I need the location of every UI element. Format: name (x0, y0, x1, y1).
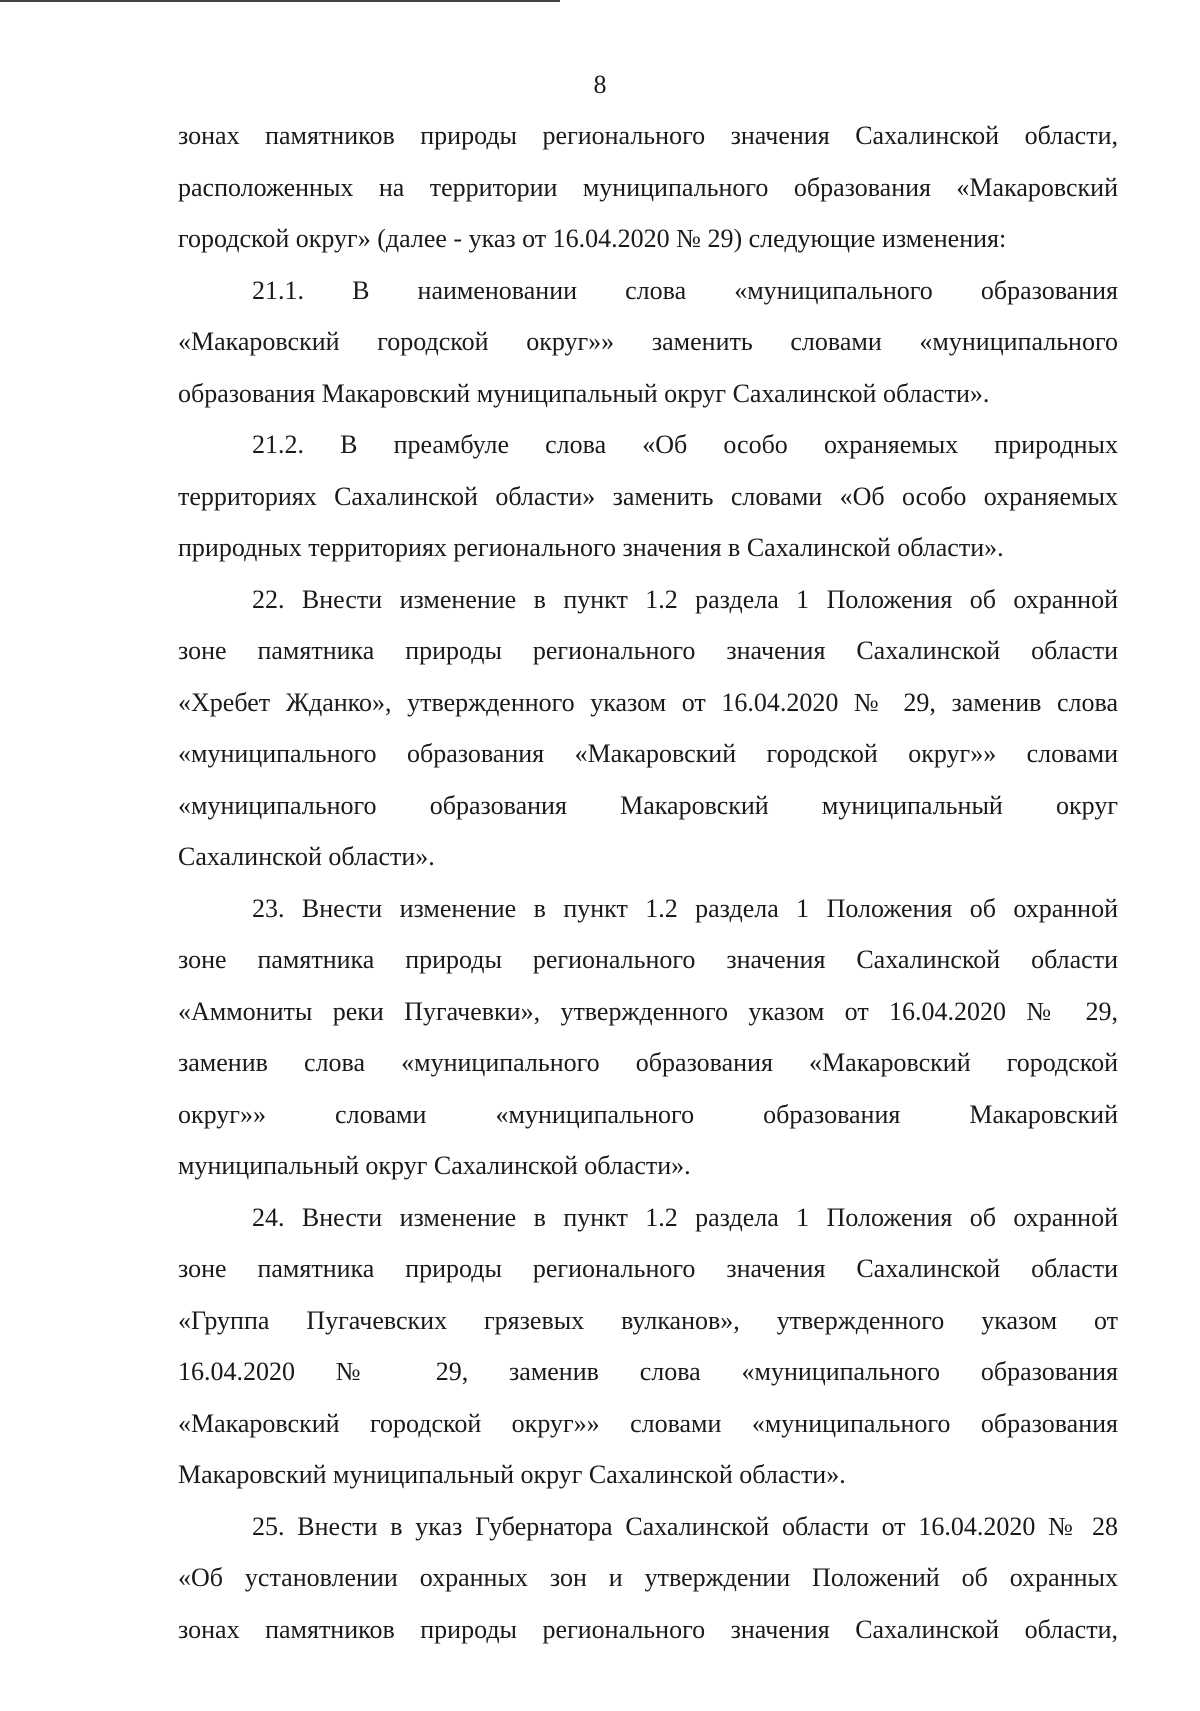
document-body (178, 110, 1118, 1655)
scan-edge-line (0, 0, 560, 2)
text-line: расположенных на территории муниципального образования «Макаровский (178, 172, 1118, 202)
text-line: 21.1. В наименовании слова «муниципального образования (252, 275, 1118, 305)
text-line: зонах памятников природы регионального значения Сахалинской области, (178, 121, 1118, 150)
text-line: округ»» словами «муниципального образования Макаровский (178, 1099, 1118, 1129)
text-line: территориях Сахалинской области» заменить словами «Об особо охраняемых (178, 481, 1118, 511)
text-line: 24. Внести изменение в пункт 1.2 раздела 1 Положения об охранной (252, 1202, 1118, 1232)
text-line: городской округ» (далее - указ от 16.04.2020 № 29) следующие изменения: (178, 224, 1007, 253)
text-line: зоне памятника природы регионального значения Сахалинской области (178, 1254, 1118, 1283)
text-line: заменив слова «муниципального образования «Макаровский городской (178, 1048, 1118, 1077)
text-line: Сахалинской области». (178, 842, 435, 871)
text-line: 16.04.2020 № 29, заменив слова «муниципального образования (178, 1357, 1118, 1386)
text-line: зонах памятников природы регионального значения Сахалинской области, (178, 1614, 1118, 1644)
text-line: «Группа Пугачевских грязевых вулканов», утвержденного указом от (178, 1305, 1118, 1335)
text-line: муниципальный округ Сахалинской области». (178, 1151, 691, 1180)
text-line: «Макаровский городской округ»» заменить словами «муниципального (178, 327, 1118, 356)
text-line: 23. Внести изменение в пункт 1.2 раздела 1 Положения об охранной (252, 893, 1118, 923)
text-line: зоне памятника природы регионального значения Сахалинской области (178, 945, 1118, 974)
text-line: «муниципального образования Макаровский муниципальный округ (178, 790, 1118, 820)
text-line: природных территориях регионального значения в Сахалинской области». (178, 533, 1004, 562)
text-line: 22. Внести изменение в пункт 1.2 раздела 1 Положения об охранной (252, 584, 1118, 614)
text-line: 21.2. В преамбуле слова «Об особо охраняемых природных (252, 430, 1118, 459)
text-line: «Макаровский городской округ»» словами «муниципального образования (178, 1408, 1118, 1438)
text-line: Макаровский муниципальный округ Сахалинской области». (178, 1460, 846, 1489)
text-line: «Аммониты реки Пугачевки», утвержденного указом от 16.04.2020 № 29, (178, 996, 1118, 1026)
page-number: 8 (593, 70, 607, 99)
text-line: «Об установлении охранных зон и утверждении Положений об охранных (178, 1563, 1118, 1592)
text-line: образования Макаровский муниципальный округ Сахалинской области». (178, 378, 990, 408)
text-line: «муниципального образования «Макаровский городской округ»» словами (178, 739, 1118, 768)
text-line: 25. Внести в указ Губернатора Сахалинской области от 16.04.2020 № 28 (252, 1511, 1118, 1541)
text-line: зоне памятника природы регионального значения Сахалинской области (178, 636, 1118, 665)
text-line: «Хребет Жданко», утвержденного указом от 16.04.2020 № 29, заменив слова (178, 687, 1118, 717)
